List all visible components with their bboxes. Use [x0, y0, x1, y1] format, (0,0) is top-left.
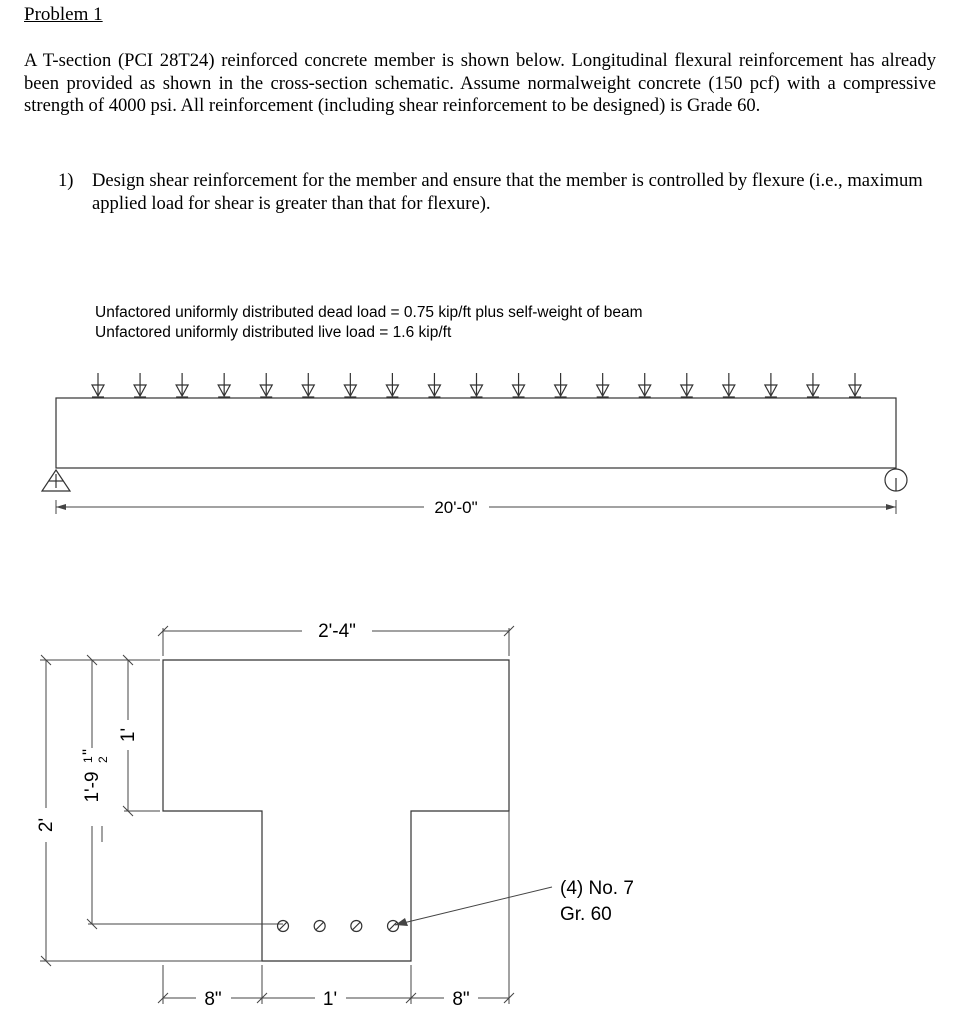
- overhang-left-label: 8": [204, 989, 222, 1010]
- overhang-right-label: 8": [452, 989, 470, 1010]
- rebar-callout: [395, 878, 634, 926]
- dead-load-note: Unfactored uniformly distributed dead load = 0.75 kip/ft plus self-weight of beam: [95, 304, 643, 321]
- load-arrow: [513, 373, 525, 397]
- load-arrow: [260, 373, 272, 397]
- load-arrow: [639, 373, 651, 397]
- rebar: [388, 921, 399, 932]
- flange-width-dimension: [158, 621, 514, 656]
- load-arrow: [471, 373, 483, 397]
- load-arrow: [302, 373, 314, 397]
- task-number: 1): [58, 170, 74, 191]
- effective-depth-label: 1'-9: [82, 771, 103, 803]
- load-arrows: [92, 373, 861, 397]
- load-arrow: [849, 373, 861, 397]
- load-arrow: [176, 373, 188, 397]
- span-label: 20'-0": [434, 498, 478, 517]
- span-dimension: [56, 498, 896, 517]
- load-arrow: [386, 373, 398, 397]
- roller-support: [885, 469, 907, 491]
- load-arrow: [555, 373, 567, 397]
- effective-depth-dimension: [79, 655, 283, 929]
- load-arrow: [134, 373, 146, 397]
- effective-depth-fraction-numerator: 1: [81, 756, 95, 763]
- rebar-label-grade: Gr. 60: [560, 904, 612, 925]
- svg-text:1 2 ": [79, 749, 110, 763]
- rebars: [278, 921, 399, 932]
- t-section-outline: [163, 660, 509, 961]
- load-arrow: [765, 373, 777, 397]
- flange-depth-label: 1': [118, 727, 139, 743]
- effective-depth-unit: ": [79, 748, 98, 755]
- rebar: [314, 921, 325, 932]
- load-arrow: [723, 373, 735, 397]
- flange-width-label: 2'-4": [318, 621, 356, 642]
- web-width-label: 1': [322, 989, 338, 1010]
- load-arrow: [344, 373, 356, 397]
- bottom-width-dimensions: [158, 811, 514, 1010]
- load-arrow: [597, 373, 609, 397]
- load-arrow: [807, 373, 819, 397]
- svg-text:1'-9: [82, 771, 103, 802]
- flange-depth-dimension: [118, 655, 160, 816]
- beam-elevation: [56, 398, 896, 468]
- rebar: [278, 921, 289, 932]
- task-text: Design shear reinforcement for the member and ensure that the member is controlled by flexure (i.e., maximum applied load for shear is greater than that for flexure).: [92, 170, 923, 214]
- load-arrow: [92, 373, 104, 397]
- problem-heading: Problem 1: [24, 4, 103, 25]
- problem-intro: A T-section (PCI 28T24) reinforced concrete member is shown below. Longitudinal flexural reinforcement has already been provided as shown in the cross-section schematic. Assume normalweight concrete (150 pcf) with a compressive strength of 4000 psi. All reinforcement (including shear reinforcement to be designed) is Grade 60.: [24, 50, 936, 116]
- load-arrow: [681, 373, 693, 397]
- pin-support: [42, 470, 70, 491]
- effective-depth-fraction-denominator: 2: [96, 756, 110, 763]
- rebar-label-count: (4) No. 7: [560, 878, 634, 899]
- total-height-label: 2': [36, 817, 57, 833]
- load-arrow: [218, 373, 230, 397]
- load-arrow: [428, 373, 440, 397]
- rebar: [351, 921, 362, 932]
- live-load-note: Unfactored uniformly distributed live load = 1.6 kip/ft: [95, 324, 452, 341]
